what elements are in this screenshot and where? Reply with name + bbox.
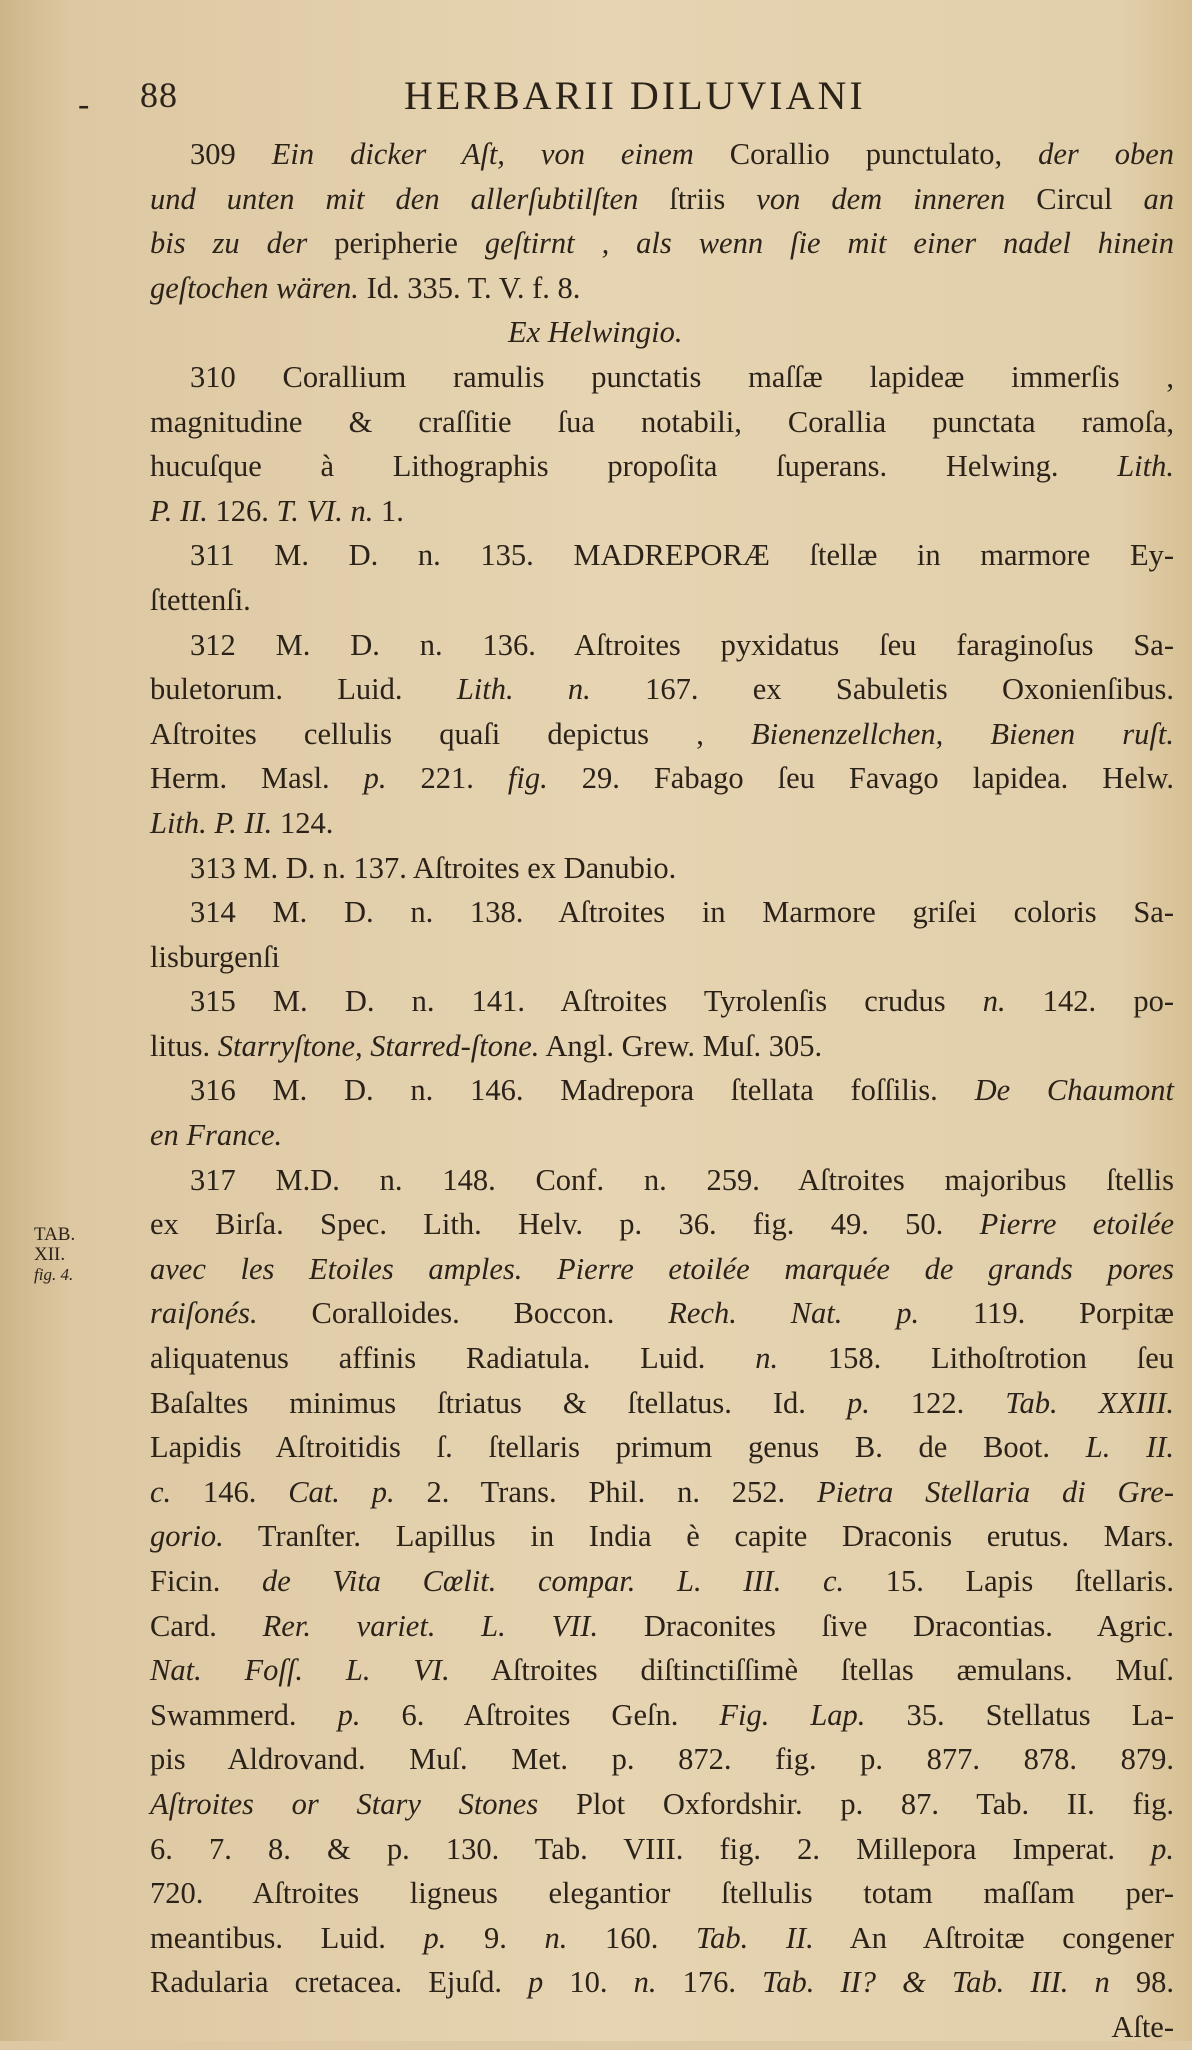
roman-text: 312 M. D. n. 136. Aſtroites pyxidatus ſeu faraginoſus Sa- bbox=[190, 627, 1174, 662]
text-line bbox=[150, 1693, 1174, 1738]
italic-text: gorio. bbox=[150, 1519, 224, 1554]
roman-text: 146. bbox=[171, 1474, 289, 1509]
italic-text: Ex Helwingio. bbox=[508, 315, 683, 350]
italic-text: der oben bbox=[1038, 137, 1174, 171]
text-line bbox=[150, 1960, 1174, 2005]
text-line bbox=[150, 1827, 1174, 1872]
text-line bbox=[150, 1113, 1174, 1158]
italic-text: raiſonés. bbox=[150, 1296, 258, 1331]
italic-text: Bienenzellchen, Bienen ruſt. bbox=[751, 716, 1174, 751]
roman-text: Card. bbox=[150, 1608, 263, 1643]
text-line bbox=[150, 623, 1174, 668]
margin-note-line: fig. 4. bbox=[34, 1265, 74, 1284]
page-header bbox=[78, 72, 1060, 132]
roman-text: 310 Corallium ramulis punctatis maſſæ lapideæ immerſis , bbox=[190, 359, 1174, 394]
italic-text: Lith. n. bbox=[456, 672, 591, 707]
text-line bbox=[150, 1024, 1174, 1069]
text-line bbox=[150, 1559, 1174, 1604]
italic-text: Aſtroites or Stary Stones bbox=[150, 1786, 539, 1821]
roman-text: An Aſtroitæ congener bbox=[813, 1920, 1174, 1955]
text-line bbox=[150, 400, 1174, 445]
italic-text: p. bbox=[423, 1920, 447, 1955]
roman-text: Swammerd. bbox=[150, 1697, 338, 1732]
text-line bbox=[150, 221, 1174, 266]
text-line bbox=[150, 1202, 1174, 1247]
roman-text: lisburgenſi bbox=[150, 939, 280, 974]
text-line bbox=[150, 1381, 1174, 1426]
roman-text: Lapidis Aſtroitidis ſ. ſtellaris primum genus B. de Boot. bbox=[150, 1430, 1086, 1465]
text-line bbox=[150, 177, 1174, 222]
italic-text: Rech. Nat. p. bbox=[668, 1296, 920, 1331]
roman-text: ſtriis bbox=[638, 181, 757, 216]
roman-text: 316 M. D. n. 146. Madrepora ſtellata foſſilis. bbox=[190, 1073, 975, 1108]
italic-text: T. VI. n. bbox=[276, 493, 374, 528]
roman-text: 29. Fabago ſeu Favago lapidea. Helw. bbox=[547, 761, 1175, 796]
roman-text: Aſtroites diſtinctiſſimè ſtellas æmulans. Muſ. bbox=[449, 1653, 1174, 1688]
text-line bbox=[150, 1336, 1174, 1381]
roman-text: 119. Porpitæ bbox=[919, 1296, 1174, 1331]
roman-text: 221. bbox=[386, 761, 508, 796]
text-line bbox=[150, 1782, 1174, 1827]
text-line bbox=[150, 890, 1174, 935]
roman-text: 314 M. D. n. 138. Aſtroites in Marmore griſei coloris Sa- bbox=[190, 895, 1174, 930]
margin-note bbox=[34, 1225, 94, 1285]
text-line bbox=[150, 667, 1174, 712]
italic-text: avec les Etoiles amples. Pierre etoilée marquée de grands pores bbox=[150, 1251, 1174, 1286]
italic-text: Starryſtone, Starred-ſtone. bbox=[217, 1028, 540, 1063]
roman-text: 124. bbox=[272, 805, 334, 840]
italic-text: n. bbox=[982, 984, 1006, 1019]
italic-text: p. bbox=[1151, 1831, 1174, 1866]
roman-text: Plot Oxfordshir. p. 87. Tab. II. fig. bbox=[538, 1786, 1174, 1821]
italic-text: bis zu der bbox=[150, 226, 308, 261]
italic-text: en France. bbox=[150, 1118, 283, 1153]
page-number: 88 bbox=[140, 75, 178, 115]
roman-text: pis Aldrovand. Muſ. Met. p. 872. fig. p. 877. 878. 879. bbox=[150, 1742, 1174, 1777]
text-line bbox=[150, 1470, 1174, 1515]
roman-text: 9. bbox=[446, 1920, 545, 1955]
italic-text: p bbox=[528, 1965, 544, 2000]
italic-text: p. bbox=[846, 1385, 870, 1420]
roman-text: 311 M. D. n. 135. MADREPORÆ ſtellæ in marmore Ey- bbox=[190, 538, 1174, 573]
text-line bbox=[150, 756, 1174, 801]
text-line bbox=[150, 1737, 1174, 1782]
roman-text: Baſaltes minimus ſtriatus & ſtellatus. Id. bbox=[150, 1385, 847, 1420]
roman-text: meantibus. Luid. bbox=[150, 1920, 424, 1955]
text-line bbox=[150, 444, 1174, 489]
italic-text: von dem inneren bbox=[756, 181, 1006, 216]
italic-text: n. bbox=[755, 1341, 779, 1376]
italic-text: an bbox=[1143, 181, 1174, 216]
italic-text: fig. bbox=[507, 761, 548, 796]
italic-text: p. bbox=[337, 1697, 361, 1732]
italic-text: Fig. Lap. bbox=[719, 1697, 866, 1732]
roman-text: 720. Aſtroites ligneus elegantior ſtellulis totam maſſam per- bbox=[150, 1876, 1174, 1911]
italic-text: geſtirnt , als wenn ſie mit einer nadel hinein bbox=[484, 226, 1174, 261]
roman-text: Id. 335. T. V. f. 8. bbox=[358, 270, 581, 305]
roman-text: Draconites ſive Dracontias. Agric. bbox=[598, 1608, 1174, 1643]
roman-text: Ficin. bbox=[150, 1564, 262, 1598]
text-line bbox=[150, 801, 1174, 846]
italic-text: Pietra Stellaria di Gre- bbox=[817, 1474, 1174, 1509]
roman-text: Tranſter. Lapillus in India è capite Draconis erutus. Mars. bbox=[223, 1519, 1174, 1554]
margin-dash: - bbox=[78, 86, 90, 123]
text-line bbox=[150, 1871, 1174, 1916]
roman-text: 176. bbox=[656, 1965, 763, 2000]
roman-text: 167. ex Sabuletis Oxonienſibus. bbox=[590, 672, 1174, 707]
italic-text: und unten mit den allerſubtilſten bbox=[150, 181, 639, 216]
roman-text: 142. po- bbox=[1005, 984, 1174, 1019]
roman-text: 158. Lithoſtrotion ſeu bbox=[778, 1341, 1174, 1376]
italic-text: Cat. p. bbox=[288, 1474, 395, 1509]
italic-text: P. II. bbox=[150, 493, 208, 528]
roman-text: 15. Lapis ſtellaris. bbox=[844, 1564, 1175, 1598]
roman-text: 315 M. D. n. 141. Aſtroites Tyrolenſis crudus bbox=[190, 984, 983, 1019]
text-line bbox=[150, 712, 1174, 757]
italic-text: geſtochen wären. bbox=[150, 270, 359, 305]
italic-text: Lith. bbox=[1117, 449, 1174, 484]
text-line bbox=[150, 1916, 1174, 1961]
italic-text: n. bbox=[544, 1920, 568, 1955]
roman-text: Circul bbox=[1005, 181, 1144, 216]
italic-text: Rer. variet. L. VII. bbox=[262, 1608, 599, 1643]
roman-text: 35. Stellatus La- bbox=[865, 1697, 1174, 1732]
roman-text: 98. bbox=[1109, 1965, 1175, 2000]
roman-text: 1. bbox=[373, 493, 404, 528]
text-line bbox=[150, 533, 1174, 578]
text-line bbox=[150, 1425, 1174, 1470]
italic-text: Lith. P. II. bbox=[150, 805, 273, 840]
roman-text: 2. Trans. Phil. n. 252. bbox=[394, 1474, 817, 1509]
roman-text: Coralloides. Boccon. bbox=[257, 1296, 669, 1331]
roman-text: Angl. Grew. Muſ. 305. bbox=[539, 1028, 823, 1063]
text-line bbox=[150, 132, 1174, 177]
text-line bbox=[150, 1514, 1174, 1559]
italic-text: De Chaumont bbox=[974, 1073, 1174, 1108]
body-text bbox=[150, 132, 1174, 2050]
text-line bbox=[150, 1247, 1174, 1292]
text-line bbox=[150, 1648, 1174, 1693]
text-line bbox=[150, 1158, 1174, 1203]
italic-text: Ein dicker Aſt, bbox=[271, 137, 505, 171]
italic-text: von einem bbox=[540, 137, 694, 171]
margin-note-line: TAB. bbox=[34, 1224, 76, 1245]
roman-text: 160. bbox=[567, 1920, 696, 1955]
text-line bbox=[150, 1068, 1174, 1113]
italic-text: Tab. II? & Tab. III. n bbox=[762, 1965, 1110, 2000]
text-line bbox=[150, 846, 1174, 891]
roman-text: 317 M.D. n. 148. Conf. n. 259. Aſtroites majoribus ſtellis bbox=[190, 1162, 1174, 1197]
roman-text: 313 M. D. n. 137. Aſtroites ex Danubio. bbox=[190, 850, 677, 885]
text-line bbox=[150, 2005, 1174, 2050]
roman-text: 309 bbox=[190, 137, 272, 171]
roman-text: hucuſque à Lithographis propoſita ſuperans. Helwing. bbox=[150, 449, 1118, 484]
roman-text: magnitudine & craſſitie ſua notabili, Corallia punctata ramoſa, bbox=[150, 404, 1174, 439]
text-line bbox=[150, 935, 1174, 980]
roman-text: Aſte- bbox=[1111, 2009, 1174, 2044]
roman-text: 122. bbox=[869, 1385, 1006, 1420]
text-line bbox=[150, 578, 1174, 623]
text-line bbox=[150, 1604, 1174, 1649]
margin-note-line: XII. bbox=[34, 1244, 66, 1265]
roman-text: Corallio punctulato, bbox=[693, 137, 1039, 171]
running-title: HERBARII DILUVIANI bbox=[404, 73, 866, 118]
roman-text: 6. 7. 8. & p. 130. Tab. VIII. fig. 2. Millepora Imperat. bbox=[150, 1831, 1152, 1866]
roman-text: litus. bbox=[150, 1028, 218, 1063]
roman-text: peripherie bbox=[307, 226, 485, 261]
roman-text: Aſtroites cellulis quaſi depictus , bbox=[150, 716, 752, 751]
roman-text: Herm. Masl. bbox=[150, 761, 364, 796]
roman-text: buletorum. Luid. bbox=[150, 672, 457, 707]
italic-text: n. bbox=[633, 1965, 657, 2000]
text-line bbox=[150, 489, 1174, 534]
italic-text: Nat. Foſſ. L. VI. bbox=[150, 1653, 450, 1688]
roman-text: ex Birſa. Spec. Lith. Helv. p. 36. fig. 49. 50. bbox=[150, 1207, 980, 1242]
text-line bbox=[150, 310, 1174, 355]
italic-text: Tab. XXIII. bbox=[1005, 1385, 1174, 1420]
roman-text: aliquatenus affinis Radiatula. Luid. bbox=[150, 1341, 756, 1376]
roman-text: Radularia cretacea. Ejuſd. bbox=[150, 1965, 529, 2000]
italic-text: c. bbox=[150, 1474, 172, 1509]
italic-text: de Vita Cœlit. compar. L. III. c. bbox=[261, 1564, 845, 1598]
italic-text: Pierre etoilée bbox=[979, 1207, 1174, 1242]
roman-text: 10. bbox=[543, 1965, 634, 2000]
roman-text: ſtettenſi. bbox=[150, 582, 251, 617]
italic-text: Tab. II. bbox=[695, 1920, 814, 1955]
roman-text: 6. Aſtroites Geſn. bbox=[360, 1697, 720, 1732]
italic-text: p. bbox=[363, 761, 387, 796]
text-line bbox=[150, 355, 1174, 400]
italic-text: L. II. bbox=[1085, 1430, 1175, 1465]
roman-text bbox=[505, 137, 541, 171]
text-line bbox=[150, 266, 1174, 311]
roman-text: 126. bbox=[207, 493, 277, 528]
text-line bbox=[150, 979, 1174, 1024]
text-line bbox=[150, 1291, 1174, 1336]
